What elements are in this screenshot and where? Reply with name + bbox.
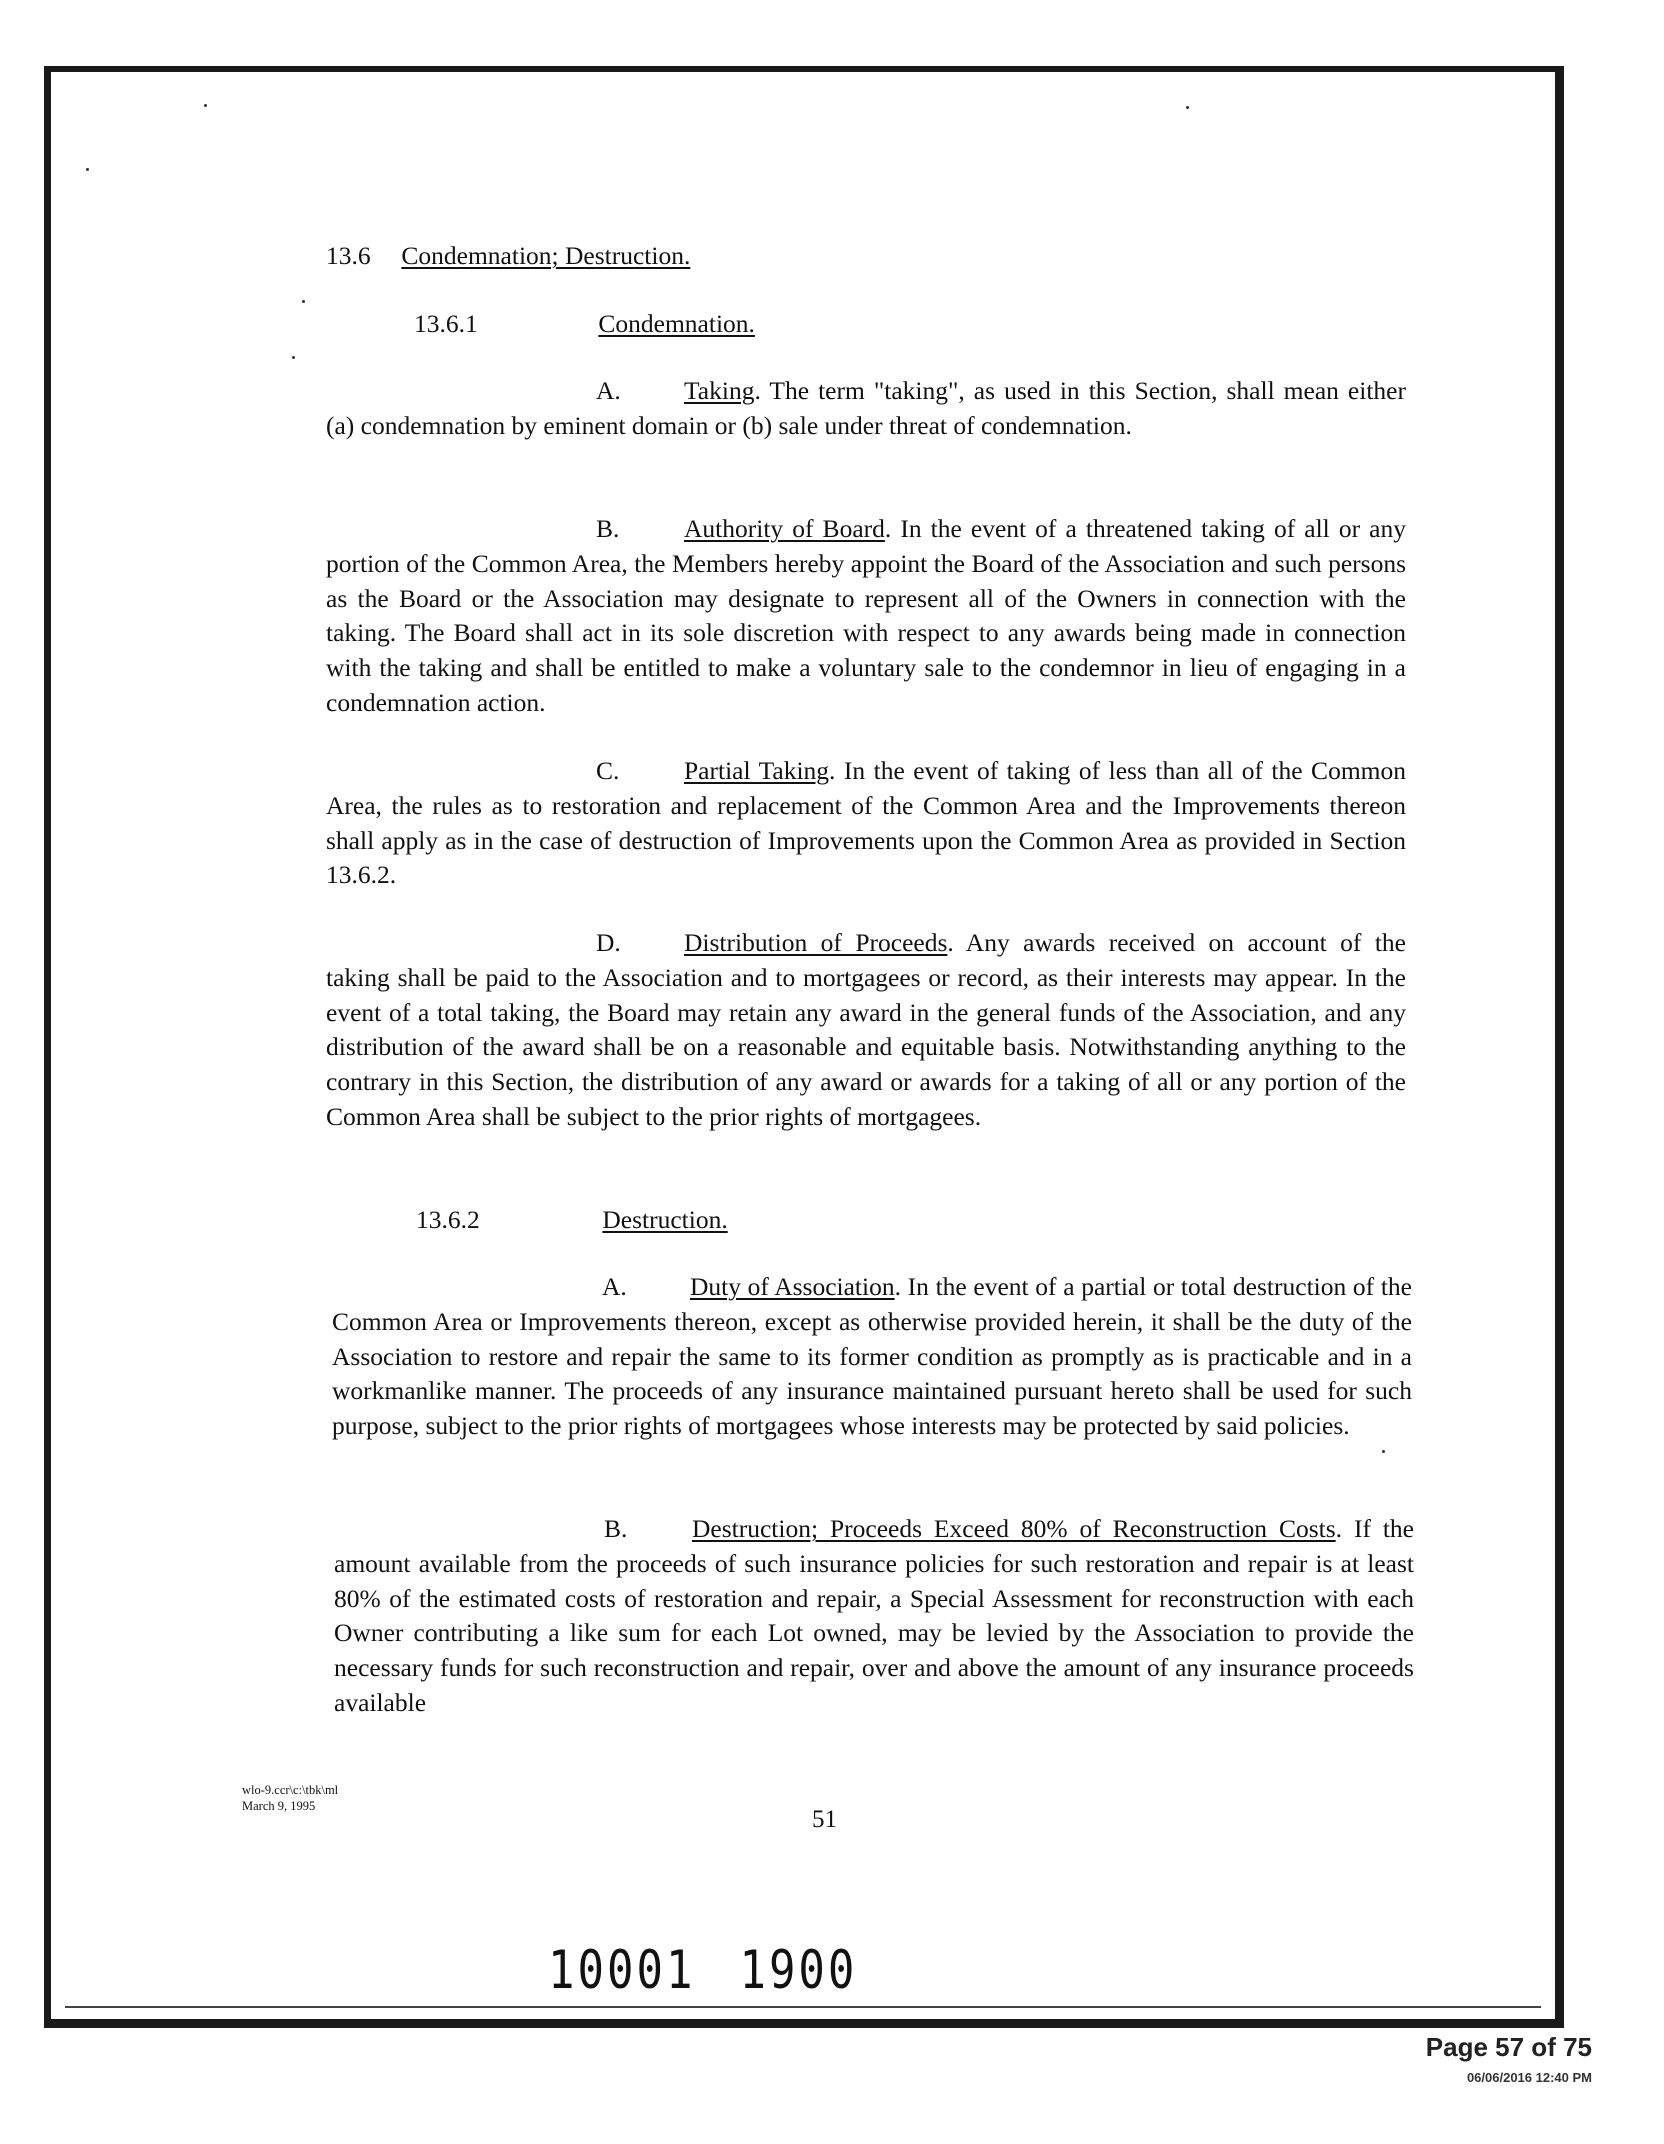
scan-speck <box>292 356 295 359</box>
paragraph-text: . Any awards received on account of the taking shall be paid to the Association and to mortgagees or record, as their interests may appear. In the event of a total taking, the Board may retain any award in the general funds of the Association, and any distribution of the award shall be on a reasonable and equitable basis. Notwithstanding anything to the contrary in this Section, the distribution of any award or awards for a taking of all or any portion of the Common Area shall be subject to the prior rights of mortgagees. <box>326 928 1406 1131</box>
section-13-6-1-heading <box>414 306 755 341</box>
paragraph-letter: A. <box>602 1272 627 1301</box>
paragraph-letter: C. <box>596 756 620 785</box>
scan-speck <box>86 168 89 171</box>
section-title: Condemnation; Destruction. <box>401 241 691 270</box>
paragraph-heading: Duty of Association <box>690 1272 895 1301</box>
paragraph-text: If the amount available from the proceeds of such insurance policies for such restoration and repair is at least 80% of the estimated costs of restoration and repair, a Special Assessment for reconstruction with each Owner contributing a like sum for each Lot owned, may be levied by the Association to provide the necessary funds for such reconstruction and repair, over and above the amount of any insurance proceeds available <box>334 1514 1414 1717</box>
paragraph-duty-of-association <box>332 1270 1412 1444</box>
scan-speck <box>1186 106 1189 109</box>
stamp-book: 10001 <box>548 1940 696 2002</box>
document-page-number: 51 <box>812 1806 837 1833</box>
scan-speck <box>302 300 305 303</box>
paragraph-authority-of-board <box>326 512 1406 721</box>
paragraph-distribution-of-proceeds <box>326 926 1406 1135</box>
section-number: 13.6.1 <box>414 309 478 338</box>
footer-file-info <box>242 1782 338 1814</box>
stamp-page: 1900 <box>739 1940 858 2002</box>
paragraph-text: . In the event of a threatened taking of all or any portion of the Common Area, the Members hereby appoint the Board of the Association and such persons as the Board or the Association may designate to represent all of the Owners in connection with the taking. The Board shall act in its sole discretion with respect to any awards being made in connection with the taking and shall be entitled to make a voluntary sale to the condemnor in lieu of engaging in a condemnation action. <box>326 514 1406 717</box>
paragraph-heading: Distribution of Proceeds <box>684 928 948 957</box>
paragraph-heading: Taking <box>684 376 755 405</box>
paragraph-text: . In the event of a partial or total destruction of the Common Area or Improvements thereon, except as otherwise provided herein, it shall be the duty of the Association to restore and repair the same to its former condition as promptly as is practicable and in a workmanlike manner. The proceeds of any insurance maintained pursuant hereto shall be used for such purpose, subject to the prior rights of mortgagees whose interests may be protected by said policies. <box>332 1272 1412 1441</box>
paragraph-text: . The term "taking", as used in this Section, shall mean either (a) condemnation by eminent domain or (b) sale under threat of condemnation. <box>326 376 1406 440</box>
paragraph-letter: A. <box>596 376 621 405</box>
viewer-page-indicator: Page 57 of 75 <box>1425 2032 1592 2062</box>
recording-stamp <box>548 1940 901 2001</box>
paragraph-destruction-proceeds: B. Destruction; Proceeds Exceed 80% of Reconstruction Costs. If the amount available from the proceeds of such insurance policies for such restoration and repair is at least 80% of the estimated costs of restoration and repair, a Special Assessment for reconstruction with each Owner contributing a like sum for each Lot owned, may be levied by the Association to provide the necessary funds for such reconstruction and repair, over and above the amount of any insurance proceeds available <box>334 1514 1414 1717</box>
section-13-6-heading <box>326 238 690 273</box>
viewer-timestamp: 06/06/2016 12:40 PM <box>1466 2070 1592 2085</box>
paragraph-heading: Destruction; Proceeds Exceed 80% of Reconstruction Costs <box>692 1514 1336 1543</box>
paragraph-taking <box>326 374 1406 444</box>
paragraph-partial-taking <box>326 754 1406 893</box>
section-title: Condemnation. <box>598 309 755 338</box>
paragraph-letter: B. <box>604 1514 628 1543</box>
frame-bottom-rule <box>65 2006 1541 2008</box>
footer-date: March 9, 1995 <box>242 1799 316 1813</box>
paragraph-text: . In the event of taking of less than all of the Common Area, the rules as to restoration and replacement of the Common Area and the Improvements thereon shall apply as in the case of destruction of Improvements upon the Common Area as provided in Section 13.6.2. <box>326 756 1406 890</box>
footer-file-code: wlo-9.ccr\c:\tbk\ml <box>242 1783 339 1797</box>
paragraph-heading: Partial Taking <box>684 756 830 785</box>
paragraph-heading: Authority of Board <box>684 514 885 543</box>
section-title: Destruction. <box>602 1205 728 1234</box>
scan-speck <box>204 104 207 107</box>
paragraph-letter: B. <box>596 514 620 543</box>
section-number: 13.6 <box>326 241 371 270</box>
section-13-6-2-heading <box>416 1202 728 1237</box>
section-number: 13.6.2 <box>416 1205 480 1234</box>
scan-speck <box>1382 1450 1385 1453</box>
paragraph-letter: D. <box>596 928 621 957</box>
